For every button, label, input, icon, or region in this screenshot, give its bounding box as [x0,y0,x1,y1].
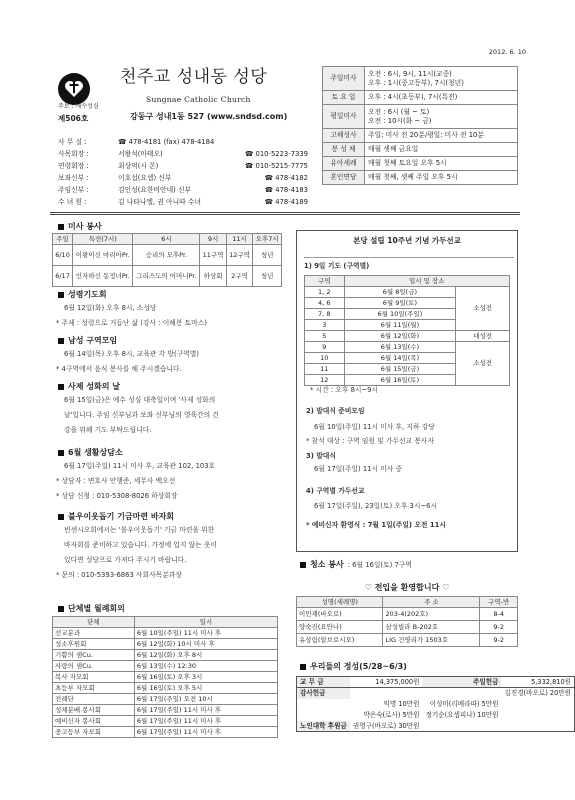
life-line: * 상담 신청 : 010-5308-8026 하상회장 [56,492,178,500]
cross-heart-icon [63,78,85,100]
table-cell: 하상회 [200,266,226,287]
square-bullet-icon [300,664,306,670]
table-header-row [53,617,278,628]
mass-time-line: 주일: 미사 전 20분/평일: 미사 전 10분 [368,131,484,140]
table-cell: 6월 17일(주일) 11시 미사 후 [134,727,277,738]
offering-cell: 노인대학 후원금 [297,721,350,732]
mass-time-line: 오전 : 6시 (월 ~ 토) [368,108,430,117]
table-cell: 6/17 [53,266,73,287]
church-address: 강동구 성내1동 527 (www.sndsd.com) [130,112,288,121]
table-cell: 대성전 [456,331,510,342]
table-cell: 인자하신 동정녀Pr. [73,266,133,287]
square-bullet-icon [58,384,64,390]
square-bullet-icon [58,514,64,520]
exorcism-title: 사제 성화의 날 [68,382,120,391]
men-line: 6월 14일(목) 오후 8시, 교육관 각 방(구역별) [64,350,199,358]
mission-sub1: 1) 9일 기도 (구역별) [304,262,370,270]
mass-time-label: 혼인면담 [323,171,365,185]
offering-cell: 박은숙(로사) 5만원 [363,711,420,720]
table-cell: 6월 17일(주일) 오전 10시 [134,694,277,705]
staff-name: 김인성(요한비안네) 신부 [118,185,192,194]
staff-phone: ☎ 478-4182 [264,173,308,182]
staff-label: 연령회장 : [58,161,89,170]
column-header: 6시 [133,234,200,245]
mass-service-table [52,233,282,287]
cleaning-text: : 6월 16일(토) 7구역 [347,560,412,569]
offering-cell [501,710,574,721]
cleaning-title: 청소 봉사 [310,560,344,569]
table-cell: 6월 13일(수) [344,342,456,353]
life-heading [58,448,123,458]
table-cell: 12구역 [226,245,252,266]
mission-sub2: 2) 발대식 준비모임 [306,407,365,415]
table-cell: 6/10 [53,245,73,266]
welcome-title: ♡ 전입을 환영합니다 ♡ [364,583,450,592]
mass-time-value [365,157,518,171]
column-header: 일시 [134,617,277,628]
bible-line: * 주제 : 성령으로 거듭난 삶 (강사 : 이해봉 토마스) [56,319,207,327]
table-cell: 기쁨의 샘Cu. [53,650,135,661]
mass-service-title: 미사 봉사 [68,222,102,231]
mass-time-row [323,105,518,129]
exorcism-heading [58,382,120,392]
offering-table [296,676,575,732]
mass-time-label: 평일미사 [323,105,365,129]
table-cell: 6월 17일(주일) 11시 미사 후 [134,705,277,716]
staff-row [58,136,308,148]
table-cell: 그리스도의 어머니Pr. [133,266,200,287]
table-cell: 6월 14일(목) [344,353,456,364]
table-row [53,266,282,287]
table-cell: 6월 17일(주일) 11시 미사 후 [134,716,277,727]
header-divider [50,212,520,213]
table-cell: 6월 16일(토) [344,375,456,386]
staff-phone: ☎ 010-5215-7775 [244,161,308,170]
novena-table [304,275,510,386]
staff-name: 이호섭(요셉) 신부 [118,173,172,182]
column-header: 특전(7시) [73,234,133,245]
table-cell: 전례단 [53,694,135,705]
monthly-heading [58,604,125,614]
mass-time-row [323,143,518,157]
staff-label: 사목회장 : [58,149,89,158]
table-cell: 6월 15일(금) [344,364,456,375]
exorcism-line: 날'입니다. 주임 신부님과 보좌 신부님의 영육간의 건 [64,411,219,419]
mission-sub3-line: 6월 17일(주일) 11시 미사 중 [314,465,403,473]
bazaar-title: 불우이웃돕기 기금마련 바자회 [68,512,175,521]
table-cell: 성체분배 봉사회 [53,705,135,716]
staff-name: 최상억(시 몬) [118,161,159,170]
patron-label: 주보 : 예수성심 [58,103,99,110]
mass-time-line: 오전 : 6시, 9시, 11시(교중) [368,70,452,79]
table-cell: 6월 10일(주일) [344,309,456,320]
table-header-row [297,597,518,608]
table-row [297,621,518,634]
table-cell: 중고등부 자모회 [53,727,135,738]
church-title: 천주교 성내동 성당 [120,67,268,87]
table-row [53,672,278,683]
table-cell: 6월 12일(화) [344,331,456,342]
life-line: 6월 17일(주일) 11시 미사 후, 교육관 102, 103호 [64,462,216,470]
offering-cell: 교 무 금 [297,677,350,688]
mass-time-value [365,67,518,91]
column-header: 성명(세례명) [297,597,383,608]
offering-cell [501,721,574,732]
table-cell: 청년 [253,266,282,287]
staff-phone: ☎ 478-4183 [264,185,308,194]
mass-times-table [322,66,518,185]
table-cell: 5 [305,331,345,342]
offering-row [297,721,575,732]
sub2-line: * 참석 대상 : 구역 임원 및 가두선교 봉사자 [306,437,435,445]
life-line: * 상담자 : 변호사 안행준, 세무사 백오선 [56,477,176,485]
mass-time-row [323,157,518,171]
table-cell: 9-2 [480,621,518,634]
staff-label: 사 무 실 : [58,137,87,146]
offering-cell: 정기순(요셉피나) 10만원 [425,711,499,720]
life-title: 6월 생활상담소 [68,448,123,457]
table-cell: 이왕이신 마리아Pr. [73,245,133,266]
table-row [53,727,278,738]
offering-row [297,699,575,710]
offering-heading [300,662,407,672]
table-header-row [53,234,282,245]
column-header: 구역-반 [480,597,518,608]
men-line: * 4구역에서 음식 봉사를 해 주시겠습니다. [56,365,182,373]
mission-time-note: * 시간 : 오후 8시~9시 [310,386,379,394]
mass-time-line: 매월 첫째, 셋째 주일 오후 5시 [368,173,458,182]
offering-cell: 김진경(바오로) 20만원 [504,689,572,698]
offering-cell: 주일헌금 [422,677,501,688]
mass-service-heading [58,222,102,232]
table-cell: 2구역 [226,266,252,287]
column-header: 주일 [53,234,73,245]
staff-row [58,148,308,160]
staff-row [58,196,308,208]
column-header: 구역 [305,276,345,287]
monthly-table [52,616,278,738]
table-row [305,287,510,298]
header-divider-thin [50,214,520,215]
table-header-row [305,276,510,287]
mass-time-label: 봉 성 체 [323,143,365,157]
table-cell: 승리의 모후Pr. [133,245,200,266]
square-bullet-icon [58,292,64,298]
mass-time-line: 오후 : 1시(중고등부), 7시(청년) [368,78,464,87]
mass-time-label: 유아세례 [323,157,365,171]
mission-title: 본당 설립 10주년 기념 가두선교 [353,236,461,245]
table-cell: 6월 12일(화) 10시 미사 후 [134,639,277,650]
square-bullet-icon [58,606,64,612]
table-cell: 청년 [253,245,282,266]
bazaar-line: 바자회를 준비하고 있습니다. 가정에 입지 않는 옷이 [64,541,218,549]
table-cell: 유상림(알브로시오) [297,634,383,647]
staff-directory [58,136,308,208]
mass-time-value [365,171,518,185]
offering-row [297,710,575,721]
column-header: 9시 [200,234,226,245]
table-cell: 이민재(바오로) [297,608,383,621]
table-cell: 6월 12일(화) 오후 8시 [134,650,277,661]
table-row [297,634,518,647]
staff-phone: ☎ 010-5223-7339 [244,149,308,158]
table-row [53,661,278,672]
staff-phone: ☎ 478-4189 [264,197,308,206]
table-cell: 8-4 [480,608,518,621]
exorcism-line: 강을 위해 기도 부탁드립니다. [64,426,152,434]
sub2-line: 6월 10일(주일) 11시 미사 후, 지하 강당 [314,423,435,431]
mission-sub3: 3) 발대식 [306,452,336,460]
men-heading [58,336,117,346]
mass-time-row [323,67,518,91]
mass-time-row [323,171,518,185]
bazaar-line: 빈센시오회에서는 '불우이웃돕기' 기금 마련을 위한 [64,526,215,534]
table-cell: 12 [305,375,345,386]
table-row [53,716,278,727]
bazaar-line: 있다면 성당으로 가져다 주시기 바랍니다. [64,556,187,564]
table-cell: 예비신자 봉사회 [53,716,135,727]
offering-cell [501,699,574,710]
square-bullet-icon [58,450,64,456]
table-cell: 11구역 [200,245,226,266]
square-bullet-icon [300,562,306,568]
table-cell: 사랑의 샘Cu. [53,661,135,672]
mass-time-row [323,91,518,105]
table-cell: 복사 자모회 [53,672,135,683]
table-cell: 6월 9일(토) [344,298,456,309]
table-cell: 6월 10일(주일) 11시 미사 후 [134,628,277,639]
mass-time-label: 토 요 일 [323,91,365,105]
mass-time-value [365,105,518,129]
table-cell: 6월 16일(토) 오후 3시 [134,672,277,683]
staff-row [58,172,308,184]
column-header: 단체 [53,617,135,628]
table-cell: 9 [305,342,345,353]
staff-label: 보좌신부 : [58,173,89,182]
table-cell: 소성전 [456,287,510,331]
mass-time-value [365,143,518,157]
table-row [305,331,510,342]
table-row [53,639,278,650]
offering-row [297,677,575,688]
table-cell: 6월 8일(금) [344,287,456,298]
table-row [305,342,510,353]
table-cell: 9-2 [480,634,518,647]
square-bullet-icon [58,224,64,230]
mass-time-value [365,91,518,105]
offering-cell [350,688,423,699]
offering-cell: 이성미(리베라따) 5만원 [429,700,499,709]
mass-time-line: 오전 : 10시(화 ~ 금) [368,116,432,125]
offering-cell [422,721,501,732]
offering-cell [297,699,350,710]
staff-row [58,160,308,172]
table-row [297,608,518,621]
offering-cell: 익명 10만원 [383,700,420,709]
offering-cell [297,710,350,721]
staff-name: ☎ 478-4181 (fax) 478-4184 [118,137,215,146]
offering-title: 우리들의 정성(5/28~6/3) [310,662,407,671]
offering-cell: 감사헌금 [297,688,350,699]
table-cell: LIG 건영리가 1503호 [383,634,480,647]
column-header: 오후7시 [253,234,282,245]
table-row [53,245,282,266]
table-cell: 6월 16일(토) 오후 5시 [134,683,277,694]
table-cell: 초등부 자모회 [53,683,135,694]
table-row [53,694,278,705]
table-row [53,705,278,716]
exorcism-line: 6월 15일(금)은 예수 성심 대축일이며 '사제 성화의 [64,396,216,404]
cleaning-heading [300,560,412,570]
table-cell: 6월 13일(수) 12:30 [134,661,277,672]
column-header: 11시 [226,234,252,245]
issue-number: 제506호 [58,114,89,123]
table-cell: 성소후원회 [53,639,135,650]
bible-heading [58,290,107,300]
table-cell: 1, 2 [305,287,345,298]
mass-time-row [323,129,518,143]
column-header: 일시 및 장소 [344,276,509,287]
bazaar-line: * 문의 : 010-5393-6863 사회사목분과장 [56,571,182,579]
bible-title: 성령기도회 [68,290,107,299]
mission-sub2-lines [306,420,435,448]
square-bullet-icon [58,338,64,344]
staff-label: 수 녀 원 : [58,197,87,206]
table-cell: 삼성빌라 B-202호 [383,621,480,634]
mission-sub4-line: 6월 17일(주일), 23일(토) 오후 3시~6시 [314,502,438,510]
bazaar-heading [58,512,174,522]
table-cell: 양숙진(요안나) [297,621,383,634]
church-logo [58,73,90,105]
staff-name: 김 나타나엘, 권 아니따 수녀 [118,197,202,206]
offering-cell: 5,332,810원 [501,677,574,688]
staff-label: 주임신부 : [58,185,89,194]
offering-row [297,688,575,699]
staff-name: 서왕석(마태오) [118,149,163,158]
mission-note: * 예비신자 환영식 : 7월 1일(주일) 오전 11시 [306,521,446,529]
table-cell: 10 [305,353,345,364]
table-cell: 11 [305,364,345,375]
table-cell: 7, 8 [305,309,345,320]
mass-time-value [365,129,518,143]
mass-time-label: 고해성사 [323,129,365,143]
monthly-title: 단체별 월례회의 [68,604,125,613]
table-row [53,628,278,639]
offering-cell [422,688,501,699]
bible-line: 6월 12일(화) 오후 8시, 소성당 [64,304,157,312]
mass-time-line: 오후 : 4시(초등부), 7시(특전) [368,93,458,102]
men-title: 남성 구역모임 [68,336,118,345]
table-cell: 소성전 [456,342,510,386]
mass-time-line: 매월 셋째 금요일 [368,145,419,154]
welcome-table [296,596,518,647]
offering-cell: 14,375,000원 [350,677,423,688]
table-cell: 6월 11일(월) [344,320,456,331]
table-row [53,683,278,694]
offering-cell: 권영구(바오로) 30만원 [352,721,420,730]
mission-title-rule [304,257,514,258]
table-cell: 203-4(202호) [383,608,480,621]
table-cell: 4, 6 [305,298,345,309]
table-cell: 3 [305,320,345,331]
bulletin-date: 2012. 6. 10 [488,48,526,56]
table-cell: 선교분과 [53,628,135,639]
church-title-en: Sungnae Catholic Church [146,95,251,104]
mass-time-line: 매월 첫째 토요일 오후 5시 [368,159,447,168]
mission-sub4: 4) 구역별 가두선교 [306,487,365,495]
mass-time-label: 주일미사 [323,67,365,91]
staff-row [58,184,308,196]
column-header: 주 소 [383,597,480,608]
table-row [53,650,278,661]
